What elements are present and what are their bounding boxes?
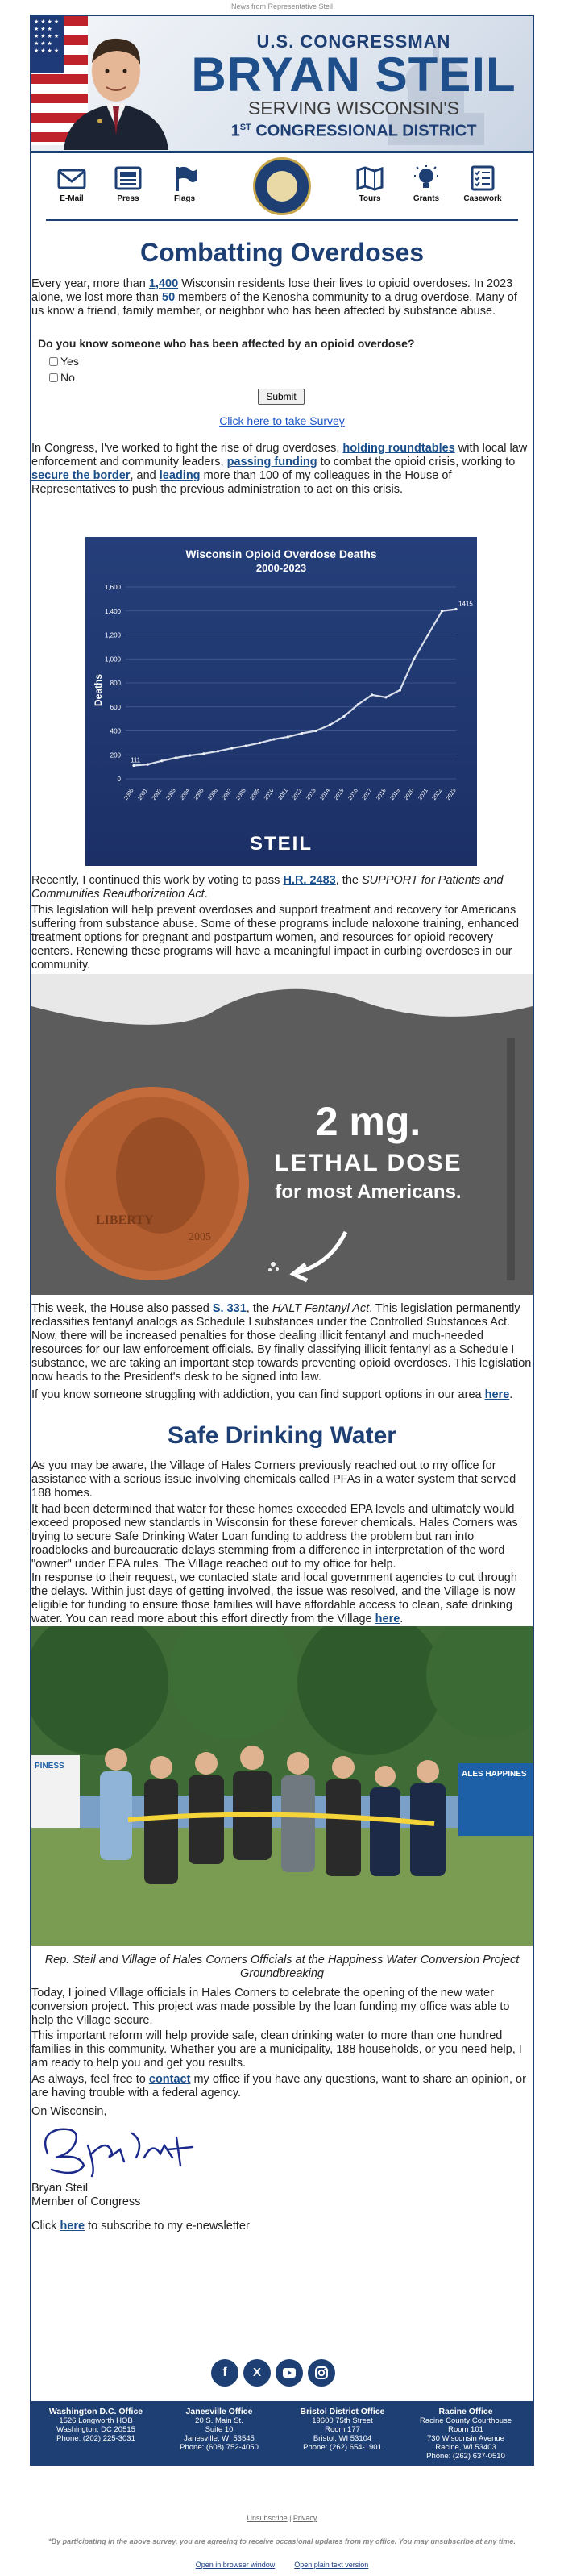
nav-grants-label: Grants — [413, 194, 440, 203]
hr2483-link[interactable]: H.R. 2483 — [283, 874, 336, 887]
support-options-paragraph — [31, 1388, 533, 1402]
text: . — [509, 1388, 513, 1401]
chart-x-tick-label: 2002 — [151, 788, 164, 801]
chart-y-tick-label: 200 — [110, 751, 121, 759]
text: members of the Kenosha community to a drug overdose. Many of us know a friend, family member, or neighbor who has been affected by substance abuse. — [31, 291, 517, 318]
office-dc — [35, 2407, 156, 2443]
chart-x-tick-label: 2004 — [179, 788, 192, 801]
text: Click — [31, 2220, 60, 2233]
congressman-portrait — [56, 23, 176, 150]
survey-disclaimer: *By participating in the above survey, you are agreeing to receive occasional updates from my office. You may unsubscribe at any time. — [48, 2537, 516, 2545]
funding-link[interactable]: passing funding — [226, 456, 317, 468]
office-phone: Phone: (262) 637-0510 — [426, 2452, 505, 2461]
chart-point — [259, 742, 261, 744]
text: . — [400, 1613, 404, 1625]
groundbreaking-photo-graphic — [31, 1626, 533, 1946]
chart-x-tick-label: 2017 — [361, 788, 374, 801]
office-line: 19600 75th Street — [312, 2416, 373, 2425]
roundtables-link[interactable]: holding roundtables — [342, 442, 455, 455]
office-phone: Phone: (608) 752-4050 — [180, 2443, 259, 2452]
chart-point — [441, 610, 443, 612]
leading-link[interactable]: leading — [159, 469, 201, 482]
text: to subscribe to my e-newsletter — [85, 2220, 250, 2233]
plain-text-link[interactable]: Open plain text version — [294, 2561, 369, 2569]
chart-y-label: Deaths — [93, 673, 104, 707]
overdose-chart-svg — [85, 537, 477, 866]
office-name: Racine Office — [438, 2407, 493, 2416]
nav-press-label: Press — [117, 194, 139, 203]
lethal-dose-image — [31, 974, 533, 1295]
contact-link[interactable]: contact — [148, 2073, 191, 2086]
district-suffix: ST — [239, 123, 251, 132]
celebration-paragraph: Today, I joined Village officials in Hales Corners to celebrate the opening of the new water conversion project. This project was made possible by the loan funding my office was able to help the Village secure. — [31, 1987, 510, 2027]
no-checkbox[interactable] — [49, 373, 58, 382]
nav-flags-label: Flags — [173, 194, 196, 203]
closing-greeting: On Wisconsin, — [31, 2105, 107, 2118]
office-line: Room 177 — [325, 2425, 360, 2434]
office-line: Suite 10 — [205, 2425, 234, 2434]
chart-point — [301, 732, 303, 735]
office-line: Janesville, WI 53545 — [184, 2434, 255, 2443]
chart-x-tick-label: 2001 — [137, 788, 150, 801]
nav-email-label: E-Mail — [60, 194, 84, 203]
nav-casework-link[interactable] — [458, 165, 507, 203]
chart-label-last: 1415 — [458, 600, 473, 608]
chart-point — [217, 750, 219, 752]
chart-y-tick-label: 1,000 — [104, 655, 121, 664]
separator: | — [287, 2514, 293, 2522]
dose-amount: 2 mg. — [315, 1099, 421, 1144]
office-name: Bristol District Office — [300, 2407, 385, 2416]
preheader: News from Representative Steil — [230, 2, 334, 10]
chart-point — [399, 689, 401, 691]
american-flag-image: ★★★★ ★★★ ★★★★ ★★★ ★★★★ — [31, 16, 88, 145]
text: If you know someone struggling with addiction, you can find support options in our area — [31, 1388, 485, 1401]
office-janesville — [159, 2407, 280, 2452]
survey-question: Do you know someone who has been affected by an opioid overdose? — [38, 337, 415, 350]
nav-tours-link[interactable] — [346, 165, 394, 203]
chart-x-tick-label: 2010 — [263, 788, 276, 801]
nav-email-link[interactable] — [48, 165, 96, 203]
chart-point — [160, 759, 163, 762]
text: with local law enforcement and community leaders, — [31, 442, 528, 468]
office-phone: Phone: (202) 225-3031 — [56, 2434, 135, 2443]
chart-x-tick-label: 2016 — [347, 788, 359, 801]
subscribe-here-link[interactable]: here — [60, 2220, 85, 2233]
chart-point — [342, 715, 345, 718]
banner-title-line1: U.S. CONGRESSMAN — [256, 31, 451, 52]
flag-icon — [170, 165, 199, 191]
chart-point — [132, 764, 135, 767]
chart-point — [230, 747, 233, 749]
nav-grants-link[interactable] — [402, 165, 450, 203]
office-line: 1526 Longworth HOB — [59, 2416, 133, 2425]
chart-grid — [126, 587, 456, 779]
closing-name: Bryan Steil — [31, 2182, 89, 2195]
chart-point — [314, 730, 317, 732]
chart-y-tick-label: 1,400 — [104, 607, 121, 615]
survey-option-no[interactable] — [49, 371, 550, 385]
reform-paragraph: This important reform will help provide safe, clean drinking water to more than one hundred families in this community. Whether you are a municipality, 188 households, or you need help, I am ready to help you and get you results. — [31, 2029, 522, 2070]
chart-line-deaths — [134, 610, 456, 766]
chart-x-tick-label: 2015 — [333, 788, 346, 801]
header-banner — [31, 16, 533, 153]
chart-point — [329, 723, 331, 726]
congress-seal-logo — [253, 157, 311, 215]
chart-y-tick-label: 0 — [117, 776, 121, 783]
nav-divider — [46, 219, 518, 221]
open-browser-link[interactable]: Open in browser window — [195, 2561, 276, 2569]
support-here-link[interactable]: here — [484, 1388, 510, 1401]
no-label: No — [60, 371, 75, 384]
privacy-link[interactable]: Privacy — [292, 2514, 317, 2522]
legislation-paragraph: This legislation will help prevent overdoses and support treatment and recovery for Americans suffering from substance abuse. Some of these programs include naloxone training, enhanced treatment options for pregnant and postpartum women, and resources for opioid recovery centers. Renewing these programs will have a meaningful impact in curbing overdoses in our community. — [31, 904, 520, 972]
map-icon — [355, 165, 384, 191]
chart-point — [413, 658, 415, 660]
chart-x-tick-label: 2022 — [431, 788, 444, 801]
newsletter-frame — [30, 15, 534, 2466]
text: . — [204, 888, 208, 901]
office-line: Washington, DC 20515 — [56, 2425, 135, 2434]
chart-y-tick-label: 1,600 — [104, 584, 121, 591]
office-line: Racine, WI 53403 — [435, 2443, 496, 2452]
photo-sign-left: PINESS — [35, 1762, 64, 1771]
water-response-paragraph — [31, 1571, 533, 1626]
text: , the — [335, 874, 362, 887]
congress-work-paragraph — [31, 442, 533, 497]
office-name: Washington D.C. Office — [48, 2407, 143, 2416]
legal-links — [0, 2514, 564, 2522]
chart-point — [371, 693, 373, 696]
chart-x-tick-label: 2021 — [417, 788, 429, 801]
chart-x-tick-label: 2009 — [249, 788, 262, 801]
text: . This legislation permanently reclassifies fentanyl analogs as Schedule I substances under the Controlled Substances Act. Now, there will be increased penalties for those dealing illicit fentanyl and much-needed resources for our law enforcement officials. By finally classifying illicit fentanyl as a Schedule I substance, we are taking an important step towards preventing opioid overdoses. This legislation now heads to the President's desk to be signed into law. — [31, 1302, 532, 1384]
office-name: Janesville Office — [185, 2407, 253, 2416]
chart-x-tick-label: 2012 — [291, 788, 304, 801]
chart-point — [175, 756, 177, 759]
lethal-dose-graphic — [31, 974, 533, 1295]
chart-steil-logo: STEIL — [249, 833, 313, 855]
water-epa-paragraph: It had been determined that water for these homes exceeded EPA levels and ultimately would exceed proposed new standards in Wisconsin for these forever chemicals. Hales Corners was trying to secure Safe Drinking Water Loan funding to address the problem but ran into roadblocks and bureaucratic delays stemming from a difference in interpretation of the word "owner" under EPA rules. The Village reached out to my office for help. — [31, 1503, 518, 1571]
chart-point — [287, 735, 289, 738]
instagram-icon[interactable] — [308, 2359, 335, 2387]
survey-option-yes[interactable] — [49, 355, 550, 368]
text: In response to their request, we contacted state and local government agencies to cut through the delays. Within just days of getting involved, the issue was resolved, and the Village is now eligible for funding to ensure those families will have affordable access to clean, safe drinking water. You can read more about this effort directly from the Village — [31, 1571, 517, 1625]
district-number: 1 — [230, 122, 240, 140]
office-phone: Phone: (262) 654-1901 — [303, 2443, 382, 2452]
text: to combat the opioid crisis, working to — [317, 456, 516, 468]
stat-50-link[interactable]: 50 — [162, 291, 176, 304]
office-line: 20 S. Main St. — [195, 2416, 243, 2425]
stat-1400-link[interactable]: 1,400 — [148, 277, 179, 290]
border-link[interactable]: secure the border — [31, 469, 131, 482]
groundbreaking-photo — [31, 1626, 533, 1946]
envelope-icon — [57, 165, 86, 191]
take-survey-link[interactable]: Click here to take Survey — [219, 414, 345, 427]
chart-x-tick-label: 2003 — [165, 788, 177, 801]
chart-point — [427, 634, 429, 636]
chart-x-tick-label: 2006 — [207, 788, 219, 801]
chart-x-tick-label: 2011 — [277, 788, 289, 801]
lightbulb-icon — [412, 165, 441, 191]
text: Recently, I continued this work by voting to pass — [31, 874, 284, 887]
chart-point — [245, 744, 247, 747]
text: Every year, more than — [31, 277, 149, 290]
chart-y-tick-label: 1,200 — [104, 631, 121, 639]
chart-x-tick-label: 2019 — [389, 788, 402, 801]
office-bristol — [282, 2407, 403, 2452]
chart-x-tick-label: 2005 — [193, 788, 205, 801]
signature-image — [31, 2121, 217, 2179]
chart-x-tick-label: 2008 — [235, 788, 247, 801]
checklist-icon — [468, 165, 497, 191]
act-name: SUPPORT for Patients and Communities Reauthorization Act — [31, 874, 504, 901]
chart-x-tick-label: 2013 — [305, 788, 317, 801]
banner-district — [176, 118, 531, 141]
survey-link-row — [31, 414, 533, 428]
text: more than 100 of my colleagues in the House of Representatives to push the previous administration to act on this crisis. — [31, 469, 452, 496]
office-racine — [405, 2407, 526, 2461]
text: This week, the House also passed — [31, 1302, 213, 1315]
nav-bar — [31, 157, 533, 222]
penny-liberty-text: LIBERTY — [96, 1213, 154, 1227]
youtube-icon[interactable] — [276, 2359, 303, 2387]
yes-checkbox[interactable] — [49, 357, 58, 366]
photo-caption: Rep. Steil and Village of Hales Corners Officials at the Happiness Water Conversion Project Groundbreaking — [44, 1954, 520, 1980]
closing-role: Member of Congress — [31, 2195, 141, 2208]
village-here-link[interactable]: here — [375, 1613, 400, 1625]
office-line: 730 Wisconsin Avenue — [427, 2434, 504, 2443]
photo-sign-right: ALES HAPPINES — [462, 1770, 527, 1779]
nav-tours-label: Tours — [359, 194, 381, 203]
yes-label: Yes — [60, 355, 79, 368]
chart-series — [131, 601, 473, 768]
office-line: Room 101 — [448, 2425, 483, 2434]
chart-point — [189, 754, 191, 756]
chart-x-tick-label: 2014 — [319, 788, 332, 801]
banner-title — [176, 32, 531, 141]
chart-y-tick-label: 600 — [110, 703, 121, 711]
overdose-intro-paragraph — [31, 277, 533, 318]
dose-label: LETHAL DOSE — [274, 1150, 462, 1176]
water-intro-paragraph: As you may be aware, the Village of Hales Corners previously reached out to my office for assistance with a serious issue involving chemicals called PFAs in a water system that served 188 homes. — [31, 1459, 516, 1500]
view-options — [0, 2561, 564, 2569]
nav-flags-link[interactable] — [160, 165, 209, 203]
chart-x-tick-label: 2018 — [375, 788, 388, 801]
newspaper-icon — [114, 165, 143, 191]
banner-name: BRYAN STEIL — [191, 48, 516, 102]
halt-fentanyl-paragraph — [31, 1302, 533, 1384]
chart-point — [454, 608, 457, 610]
chart-point — [202, 752, 205, 755]
section-title-water: Safe Drinking Water — [168, 1422, 396, 1449]
survey-submit-button[interactable]: Submit — [258, 389, 305, 405]
overdose-chart — [85, 537, 477, 866]
office-line: Racine County Courthouse — [419, 2416, 512, 2425]
x-twitter-icon[interactable]: X — [243, 2359, 271, 2387]
text: In Congress, I've worked to fight the rise of drug overdoses, — [31, 442, 343, 455]
chart-x-tick-label: 2023 — [445, 788, 458, 801]
chart-y-ticks — [105, 584, 122, 783]
chart-point — [384, 696, 387, 698]
penny-year-text: 2005 — [189, 1231, 211, 1243]
chart-y-tick-label: 400 — [110, 727, 121, 735]
chart-point — [272, 738, 275, 740]
chart-title: Wisconsin Opioid Overdose Deaths — [185, 547, 377, 560]
chart-subtitle: 2000-2023 — [255, 562, 307, 574]
chart-label-first: 111 — [131, 756, 141, 764]
text: Wisconsin residents lose their lives to opioid overdoses. In 2023 alone, we lost more than — [31, 277, 513, 304]
unsubscribe-link[interactable]: Unsubscribe — [247, 2514, 288, 2522]
chart-point — [357, 703, 359, 705]
district-label: CONGRESSIONAL DISTRICT — [251, 122, 477, 140]
chart-x-tick-label: 2020 — [403, 788, 416, 801]
text: , the — [246, 1302, 273, 1315]
chart-x-tick-label: 2000 — [122, 788, 135, 801]
subscribe-line — [31, 2220, 533, 2233]
nav-casework-label: Casework — [463, 194, 502, 203]
section-title-overdoses: Combatting Overdoses — [139, 238, 425, 267]
text: As always, feel free to — [31, 2073, 149, 2086]
chart-x-ticks — [123, 788, 458, 801]
contact-paragraph — [31, 2073, 533, 2100]
support-act-paragraph — [31, 874, 533, 901]
chart-point — [147, 764, 149, 766]
banner-serving: SERVING WISCONSIN'S — [247, 98, 460, 119]
office-footer — [31, 2401, 533, 2466]
dose-sub: for most Americans. — [275, 1181, 462, 1203]
facebook-icon[interactable]: f — [211, 2359, 238, 2387]
text: my office if you have any questions, want to share an opinion, or are having trouble with a federal agency. — [31, 2073, 526, 2100]
chart-x-tick-label: 2007 — [221, 788, 234, 801]
office-line: Bristol, WI 53104 — [313, 2434, 372, 2443]
nav-press-link[interactable] — [104, 165, 152, 203]
s331-link[interactable]: S. 331 — [212, 1302, 247, 1315]
text: , and — [130, 469, 160, 482]
act-name: HALT Fentanyl Act — [272, 1302, 370, 1315]
chart-y-tick-label: 800 — [110, 680, 121, 687]
